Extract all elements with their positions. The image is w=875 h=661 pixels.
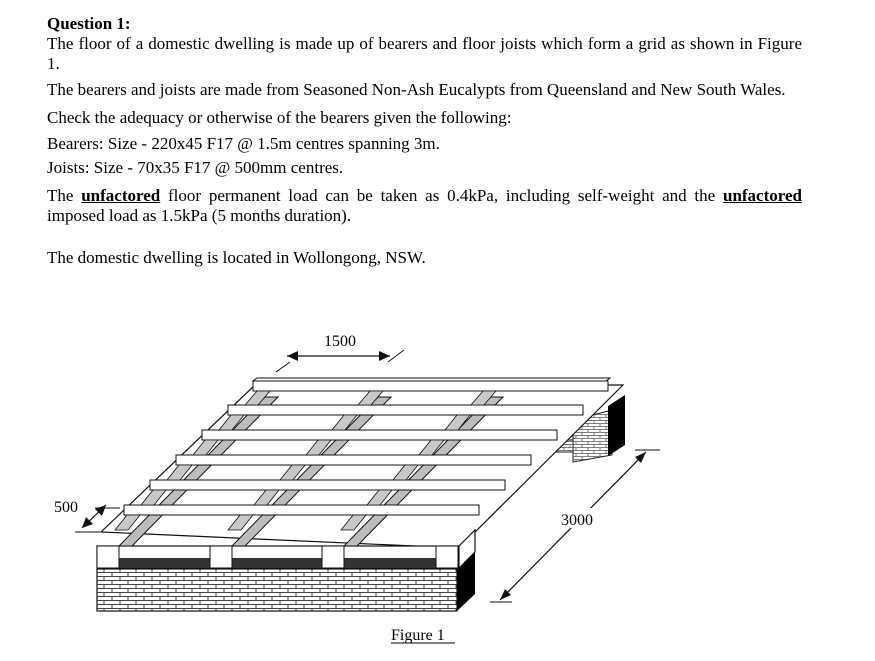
figure-caption: Figure 1 [391, 627, 445, 644]
unfactored-emphasis-2: unfactored [722, 186, 802, 205]
intro-paragraph: The floor of a domestic dwelling is made up of bearers and floor joists which form a grid as shown in Figure 1. [47, 34, 802, 73]
load-text-2: floor permanent load can be taken as 0.4kPa, including self-weight and the [160, 186, 723, 205]
dim-label-500: 500 [54, 499, 78, 516]
unfactored-emphasis-1: unfactored [81, 186, 161, 205]
joists-spec: Joists: Size - 70x35 F17 @ 500mm centres. [47, 158, 344, 177]
joist [124, 505, 479, 515]
location-paragraph: The domestic dwelling is located in Wollongong, NSW. [47, 248, 426, 267]
materials-paragraph: The bearers and joists are made from Seasoned Non-Ash Eucalypts from Queensland and New South Wales. [47, 80, 786, 99]
joist [228, 405, 583, 415]
question-title: Question 1: [47, 14, 131, 33]
load-text-3: imposed load as 1.5kPa (5 months duration). [47, 206, 352, 225]
joist [202, 430, 557, 440]
joist [176, 455, 531, 465]
bearers-spec: Bearers: Size - 220x45 F17 @ 1.5m centres spanning 3m. [47, 134, 440, 153]
dim-label-1500: 1500 [324, 333, 356, 350]
load-text-1: The [47, 186, 82, 205]
joist [253, 378, 610, 391]
dimension-1500 [276, 333, 404, 372]
task-paragraph: Check the adequacy or otherwise of the bearers given the following: [47, 108, 512, 127]
dim-label-3000: 3000 [561, 512, 593, 529]
joist [150, 480, 505, 490]
